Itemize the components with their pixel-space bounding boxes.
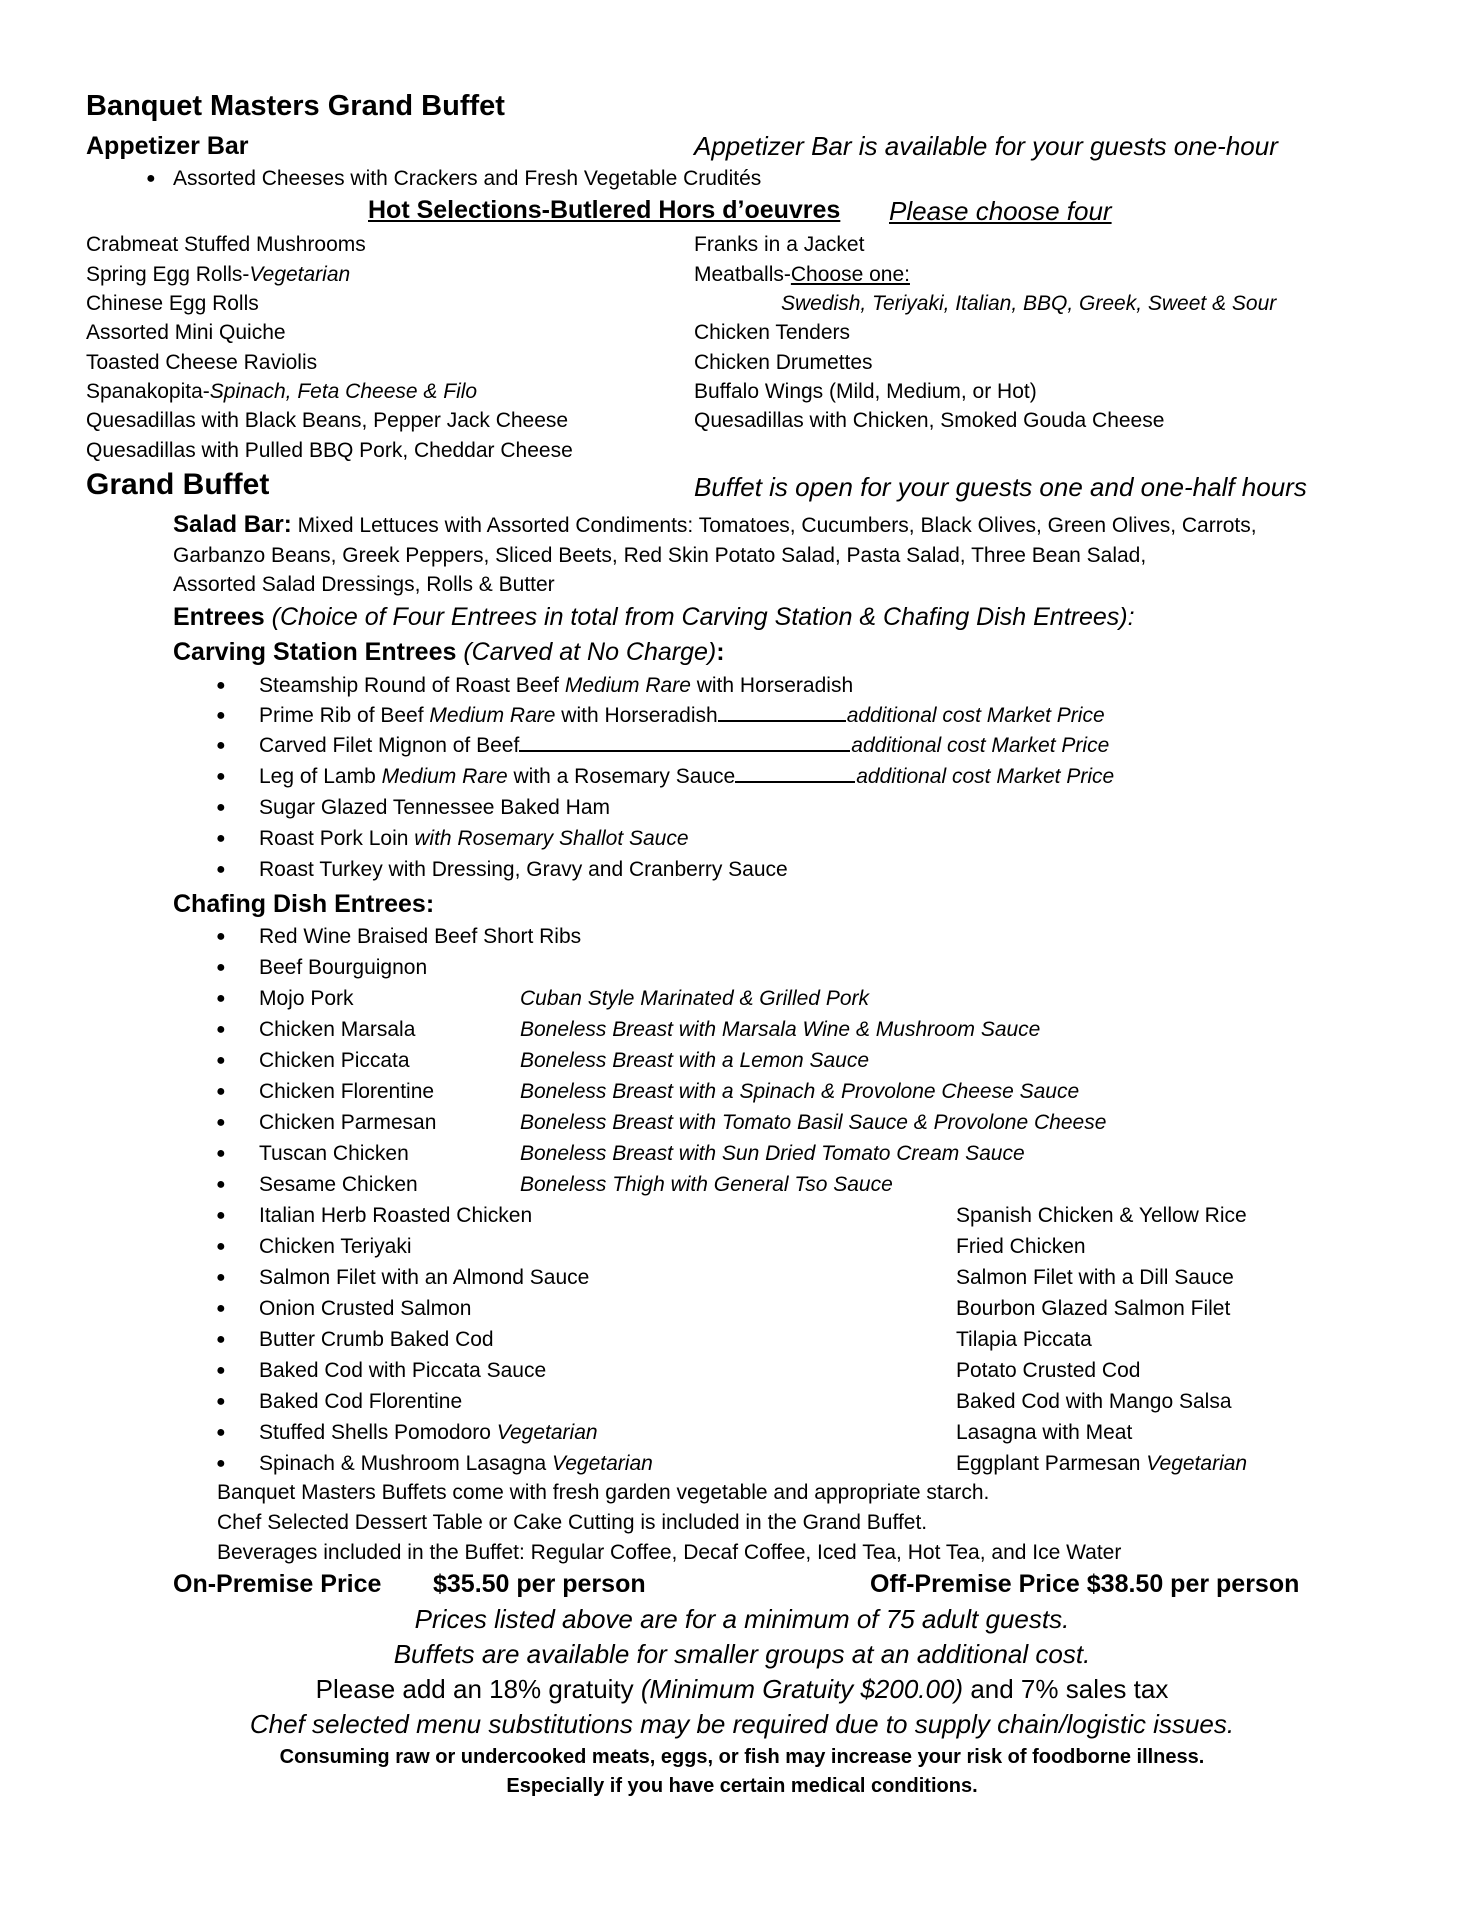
- chafing-item: Chicken Piccata: [259, 1049, 410, 1072]
- bullet-icon: ●: [146, 170, 156, 187]
- page-title: Banquet Masters Grand Buffet: [86, 90, 505, 122]
- chafing-item: Baked Cod Florentine: [259, 1390, 463, 1413]
- list-item: Spring Egg Rolls-Vegetarian: [86, 263, 351, 286]
- carving-item: Roast Turkey with Dressing, Gravy and Cranberry Sauce: [259, 858, 788, 881]
- bullet-icon: ●: [216, 990, 226, 1007]
- minimum-note: Prices listed above are for a minimum of 75 adult guests.: [414, 1604, 1070, 1634]
- chafing-item: Butter Crumb Baked Cod: [259, 1328, 494, 1351]
- bullet-icon: ●: [216, 1207, 226, 1224]
- substitutions-note: Chef selected menu substitutions may be required due to supply chain/logistic issues.: [249, 1709, 1235, 1739]
- chafing-item: Sesame Chicken: [259, 1173, 418, 1196]
- chafing-desc: Boneless Thigh with General Tso Sauce: [520, 1173, 893, 1196]
- list-item: Chicken Drumettes: [694, 351, 873, 374]
- chafing-item: Mojo Pork: [259, 987, 354, 1010]
- chafing-desc: Boneless Breast with a Lemon Sauce: [520, 1049, 870, 1072]
- chafing-item: Tuscan Chicken: [259, 1142, 409, 1165]
- bullet-icon: ●: [216, 1362, 226, 1379]
- list-item: Quesadillas with Pulled BBQ Pork, Cheddar Cheese: [86, 439, 573, 462]
- chafing-item: Bourbon Glazed Salmon Filet: [956, 1297, 1231, 1320]
- carving-item: Carved Filet Mignon of Beef additional cost Market Price: [259, 734, 1110, 757]
- appetizer-item: Assorted Cheeses with Crackers and Fresh Vegetable Crudités: [173, 167, 762, 190]
- chafing-item: Salmon Filet with an Almond Sauce: [259, 1266, 590, 1289]
- carving-item: Leg of Lamb Medium Rare with a Rosemary Sauce additional cost Market Price: [259, 765, 1115, 788]
- bullet-icon: ●: [216, 1176, 226, 1193]
- carving-item: Sugar Glazed Tennessee Baked Ham: [259, 796, 610, 819]
- smaller-groups-note: Buffets are available for smaller groups at an additional cost.: [393, 1639, 1091, 1669]
- chafing-item: Beef Bourguignon: [259, 956, 428, 979]
- salad-line: Assorted Salad Dressings, Rolls & Butter: [173, 573, 555, 596]
- list-item: Buffalo Wings (Mild, Medium, or Hot): [694, 380, 1037, 403]
- list-item: Assorted Mini Quiche: [86, 321, 286, 344]
- off-premise-price: Off-Premise Price $38.50 per person: [870, 1570, 1300, 1598]
- list-item: Spanakopita-Spinach, Feta Cheese & Filo: [86, 380, 478, 403]
- carving-item: Roast Pork Loin with Rosemary Shallot Sauce: [259, 827, 689, 850]
- chafing-item: Chicken Marsala: [259, 1018, 416, 1041]
- chafing-item: Baked Cod with Piccata Sauce: [259, 1359, 547, 1382]
- bullet-icon: ●: [216, 1083, 226, 1100]
- grand-heading: Grand Buffet: [86, 468, 270, 501]
- chafing-item: Potato Crusted Cod: [956, 1359, 1141, 1382]
- bullet-icon: ●: [216, 799, 226, 816]
- list-item: Franks in a Jacket: [694, 233, 865, 256]
- list-item: Toasted Cheese Raviolis: [86, 351, 318, 374]
- list-item: Crabmeat Stuffed Mushrooms: [86, 233, 366, 256]
- on-premise-price: $35.50 per person: [433, 1570, 646, 1598]
- appetizer-heading: Appetizer Bar: [86, 132, 249, 160]
- bullet-icon: ●: [216, 707, 226, 724]
- salad-line: Salad Bar: Mixed Lettuces with Assorted Condiments: Tomatoes, Cucumbers, Black Olives, Green Olives, Carrots,: [173, 511, 1257, 538]
- chafing-desc: Cuban Style Marinated & Grilled Pork: [520, 987, 869, 1010]
- hot-heading: Hot Selections-Butlered Hors d’oeuvres: [368, 196, 841, 224]
- bullet-icon: ●: [216, 1455, 226, 1472]
- food-warning: Consuming raw or undercooked meats, eggs, or fish may increase your risk of foodborne illness.: [279, 1746, 1205, 1768]
- chafing-item: Tilapia Piccata: [956, 1328, 1092, 1351]
- bullet-icon: ●: [216, 737, 226, 754]
- chafing-item: Chicken Parmesan: [259, 1111, 437, 1134]
- bullet-icon: ●: [216, 1052, 226, 1069]
- list-item: Quesadillas with Black Beans, Pepper Jack Cheese: [86, 409, 569, 432]
- chafing-item: Eggplant Parmesan Vegetarian: [956, 1452, 1248, 1475]
- list-item: Quesadillas with Chicken, Smoked Gouda Cheese: [694, 409, 1165, 432]
- chafing-heading: Chafing Dish Entrees:: [173, 890, 435, 918]
- bullet-icon: ●: [216, 677, 226, 694]
- bullet-icon: ●: [216, 1021, 226, 1038]
- on-premise-label: On-Premise Price: [173, 1570, 382, 1598]
- entrees-line: Entrees (Choice of Four Entrees in total from Carving Station & Chafing Dish Entrees):: [173, 603, 1135, 631]
- bullet-icon: ●: [216, 928, 226, 945]
- chafing-item: Spanish Chicken & Yellow Rice: [956, 1204, 1247, 1227]
- bullet-icon: ●: [216, 1331, 226, 1348]
- bullet-icon: ●: [216, 768, 226, 785]
- buffet-note: Beverages included in the Buffet: Regular Coffee, Decaf Coffee, Iced Tea, Hot Tea, and Ice Water: [217, 1541, 1122, 1564]
- bullet-icon: ●: [216, 1145, 226, 1162]
- bullet-icon: ●: [216, 1269, 226, 1286]
- carving-item: Steamship Round of Roast Beef Medium Rare with Horseradish: [259, 674, 854, 697]
- chafing-item: Fried Chicken: [956, 1235, 1086, 1258]
- bullet-icon: ●: [216, 1393, 226, 1410]
- chafing-desc: Boneless Breast with Marsala Wine & Mushroom Sauce: [520, 1018, 1041, 1041]
- bullet-icon: ●: [216, 959, 226, 976]
- chafing-item: Lasagna with Meat: [956, 1421, 1133, 1444]
- chafing-item: Salmon Filet with a Dill Sauce: [956, 1266, 1234, 1289]
- chafing-desc: Boneless Breast with Sun Dried Tomato Cream Sauce: [520, 1142, 1025, 1165]
- bullet-icon: ●: [216, 1238, 226, 1255]
- buffet-note: Chef Selected Dessert Table or Cake Cutting is included in the Grand Buffet.: [217, 1511, 928, 1534]
- bullet-icon: ●: [216, 830, 226, 847]
- chafing-desc: Boneless Breast with a Spinach & Provolone Cheese Sauce: [520, 1080, 1080, 1103]
- chafing-item: Chicken Teriyaki: [259, 1235, 412, 1258]
- salad-label: Salad Bar:: [173, 511, 292, 538]
- chafing-item: Onion Crusted Salmon: [259, 1297, 472, 1320]
- chafing-desc: Boneless Breast with Tomato Basil Sauce & Provolone Cheese: [520, 1111, 1107, 1134]
- grand-note: Buffet is open for your guests one and one-half hours: [694, 472, 1307, 502]
- gratuity-note: Please add an 18% gratuity (Minimum Gratuity $200.00) and 7% sales tax: [315, 1674, 1169, 1704]
- bullet-icon: ●: [216, 1300, 226, 1317]
- chafing-item: Chicken Florentine: [259, 1080, 435, 1103]
- salad-line: Garbanzo Beans, Greek Peppers, Sliced Beets, Red Skin Potato Salad, Pasta Salad, Three Bean Salad,: [173, 544, 1147, 567]
- list-item: Meatballs-Choose one:: [694, 263, 910, 286]
- bullet-icon: ●: [216, 1424, 226, 1441]
- carving-heading: Carving Station Entrees (Carved at No Charge):: [173, 638, 725, 666]
- hot-note: Please choose four: [889, 196, 1112, 226]
- chafing-item: Red Wine Braised Beef Short Ribs: [259, 925, 582, 948]
- chafing-item: Stuffed Shells Pomodoro Vegetarian: [259, 1421, 598, 1444]
- chafing-item: Italian Herb Roasted Chicken: [259, 1204, 533, 1227]
- chafing-item: Baked Cod with Mango Salsa: [956, 1390, 1232, 1413]
- food-warning-2: Especially if you have certain medical conditions.: [506, 1775, 978, 1797]
- bullet-icon: ●: [216, 1114, 226, 1131]
- appetizer-note: Appetizer Bar is available for your guests one-hour: [694, 131, 1278, 161]
- list-item: Chicken Tenders: [694, 321, 851, 344]
- buffet-note: Banquet Masters Buffets come with fresh garden vegetable and appropriate starch.: [217, 1481, 990, 1504]
- list-item: Chinese Egg Rolls: [86, 292, 259, 315]
- bullet-icon: ●: [216, 861, 226, 878]
- meatball-options: Swedish, Teriyaki, Italian, BBQ, Greek, Sweet & Sour: [781, 292, 1277, 315]
- carving-item: Prime Rib of Beef Medium Rare with Horseradish additional cost Market Price: [259, 704, 1105, 727]
- chafing-item: Spinach & Mushroom Lasagna Vegetarian: [259, 1452, 653, 1475]
